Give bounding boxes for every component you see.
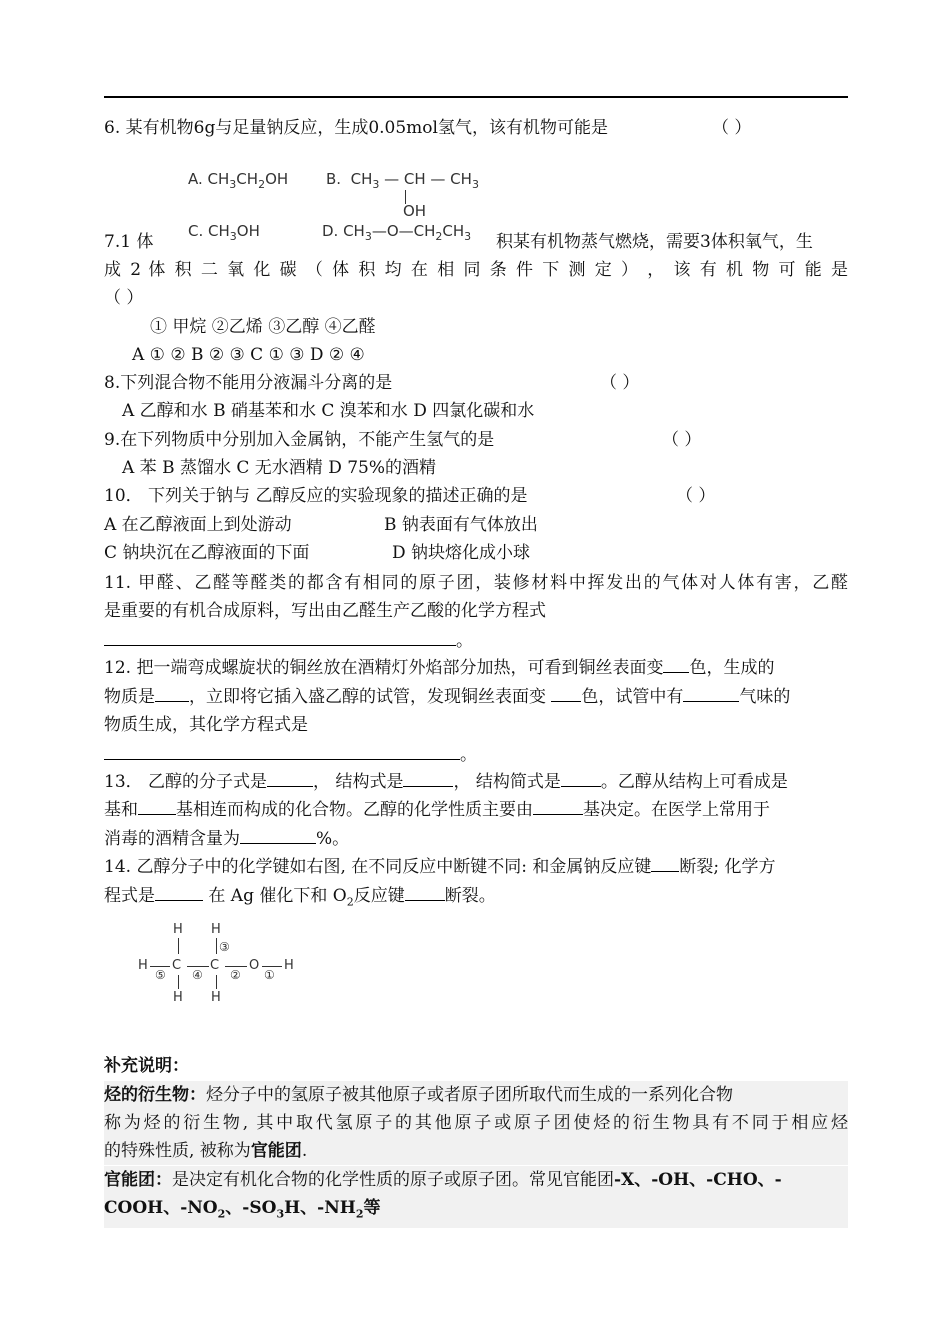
question-7-line2: 成 2 体 积 二 氧 化 碳 （ 体 积 均 在 相 同 条 件 下 测 定 ） ， 该 有 机 物 可 能 是 <box>104 260 848 280</box>
answer-paren-8: （ ） <box>600 373 640 393</box>
bond-label-4: ④ <box>192 968 203 982</box>
question-9-options: A 苯 B 蒸馏水 C 无水酒精 D 75%的酒精 <box>122 458 437 478</box>
bond-label-2: ② <box>230 968 241 982</box>
answer-blank[interactable] <box>533 796 583 815</box>
question-13-line3: 消毒的酒精含量为 %。 <box>104 825 848 853</box>
answer-paren-9: （ ） <box>662 430 702 450</box>
bond-line <box>178 975 179 989</box>
answer-paren-6: （ ） <box>712 118 752 138</box>
question-14-line1: 14. 乙醇分子中的化学键如右图, 在不同反应中断键不同: 和金属钠反应键 断裂; 化学方 <box>104 853 848 881</box>
answer-blank[interactable] <box>683 683 739 702</box>
question-8-options: A 乙醇和水 B 硝基苯和水 C 溴苯和水 D 四氯化碳和水 <box>122 401 535 421</box>
question-7-line1: 7.1 体 <box>104 232 154 252</box>
header-rule <box>104 96 848 98</box>
option-6b: B. $CH_3$ — CH — $CH_3$ <box>326 170 479 191</box>
question-11-line2: 是重要的有机合成原料，写出由乙醛生产乙酸的化学方程式 <box>104 601 546 621</box>
bond-line <box>216 938 217 954</box>
answer-blank[interactable] <box>104 741 460 760</box>
question-7-line3: （ ） <box>104 288 144 308</box>
bond-line <box>150 966 170 967</box>
notes-derivative-line2: 称为烃的衍生物, 其中取代氢原子的其他原子或原子团使烃的衍生物具有不同于相应烃 <box>104 1109 848 1137</box>
question-10-option-c: C 钠块沉在乙醇液面的下面 <box>104 543 310 563</box>
bond-line <box>225 966 247 967</box>
answer-blank[interactable] <box>663 654 689 673</box>
question-10-option-b: B 钠表面有气体放出 <box>384 515 538 535</box>
question-13-line1: 13． 乙醇的分子式是 ， 结构式是 ， 结构简式是 。乙醇从结构上可看成是 <box>104 768 848 796</box>
question-7-options: ① 甲烷 ②乙烯 ③乙醇 ④乙醛 <box>150 317 376 337</box>
notes-functional-group-line2: COOH、$-NO_2$、$-SO_3H$、$-NH_2$等 <box>104 1194 848 1228</box>
answer-blank[interactable] <box>267 768 313 787</box>
atom-h-right: H <box>284 958 294 973</box>
question-12-line1: 12. 把一端弯成螺旋状的铜丝放在酒精灯外焰部分加热，可看到铜丝表面变 色，生成的 <box>104 654 848 682</box>
answer-blank[interactable] <box>551 683 581 702</box>
atom-h-bottom-1: H <box>173 990 183 1005</box>
bond-label-5: ⑤ <box>155 968 166 982</box>
answer-blank[interactable] <box>104 627 456 646</box>
notes-derivative-line1: 烃的衍生物：烃分子中的氢原子被其他原子或者原子团所取代而生成的一系列化合物 <box>104 1081 848 1109</box>
bond-line <box>262 966 282 967</box>
answer-paren-10: （ ） <box>676 486 716 506</box>
answer-blank[interactable] <box>155 683 189 702</box>
question-13-line2: 基和 基相连而构成的化合物。乙醇的化学性质主要由 基决定。在医学上常用于 <box>104 796 848 824</box>
option-6b-oh: OH <box>403 202 427 220</box>
answer-blank[interactable] <box>138 796 176 815</box>
question-10-option-a: A 在乙醇液面上到处游动 <box>104 515 292 535</box>
question-12-line2: 物质是 ，立即将它插入盛乙醇的试管，发现铜丝表面变 色，试管中有 气味的 <box>104 683 848 711</box>
atom-c-1: C <box>172 958 182 973</box>
atom-h-top-2: H <box>211 922 221 937</box>
notes-title: 补充说明： <box>104 1056 189 1076</box>
question-9: 9.在下列物质中分别加入金属钠，不能产生氢气的是 <box>104 430 495 450</box>
answer-blank[interactable] <box>651 853 679 872</box>
question-7-answers: A ① ② B ② ③ C ① ③ D ② ④ <box>132 345 365 365</box>
atom-o: O <box>249 958 260 973</box>
bond-line <box>187 966 209 967</box>
notes-functional-group-line1: 官能团：是决定有机化合物的化学性质的原子或原子团。常见官能团-X、-OH、-CHO、- <box>104 1166 848 1194</box>
answer-blank[interactable] <box>155 882 203 901</box>
bond-label-3: ③ <box>219 940 230 954</box>
question-11-line1: 11. 甲醛、乙醛等醛类的都含有相同的原子团，装修材料中挥发出的气体对人体有害，乙醛 <box>104 573 848 593</box>
option-6c: C. $CH_3OH$ <box>188 222 260 243</box>
question-8: 8.下列混合物不能用分液漏斗分离的是 <box>104 373 393 393</box>
answer-blank[interactable] <box>561 768 601 787</box>
question-12-line3: 物质生成，其化学方程式是 <box>104 715 308 735</box>
question-10-option-d: D 钠块熔化成小球 <box>392 543 531 563</box>
bond-line <box>178 938 179 954</box>
question-10: 10． 下列关于钠与 乙醇反应的实验现象的描述正确的是 <box>104 486 528 506</box>
bond-label-1: ① <box>264 968 275 982</box>
notes-derivative-line3: 的特殊性质, 被称为官能团. <box>104 1137 848 1165</box>
atom-h-bottom-2: H <box>211 990 221 1005</box>
answer-blank[interactable] <box>405 882 445 901</box>
option-6a: A. $CH_3CH_2OH$ <box>188 170 289 191</box>
answer-blank[interactable] <box>240 825 316 844</box>
bond-line <box>216 975 217 989</box>
atom-h-left: H <box>138 958 148 973</box>
atom-c-2: C <box>210 958 220 973</box>
question-14-line2: 程式是 在 Ag 催化下和 $O_2$反应键 断裂。 <box>104 882 848 916</box>
question-6: 6. 某有机物6g与足量钠反应，生成0.05mol氢气，该有机物可能是 <box>104 118 608 138</box>
answer-blank[interactable] <box>403 768 453 787</box>
question-11-answer: 。 <box>104 627 848 655</box>
option-6d: D. $CH_3—O—CH_2CH_3$ <box>322 222 472 243</box>
question-7-line1b: 积某有机物蒸气燃烧，需要3体积氧气，生 <box>496 232 813 252</box>
atom-h-top-1: H <box>173 922 183 937</box>
question-12-answer: 。 <box>104 741 848 769</box>
